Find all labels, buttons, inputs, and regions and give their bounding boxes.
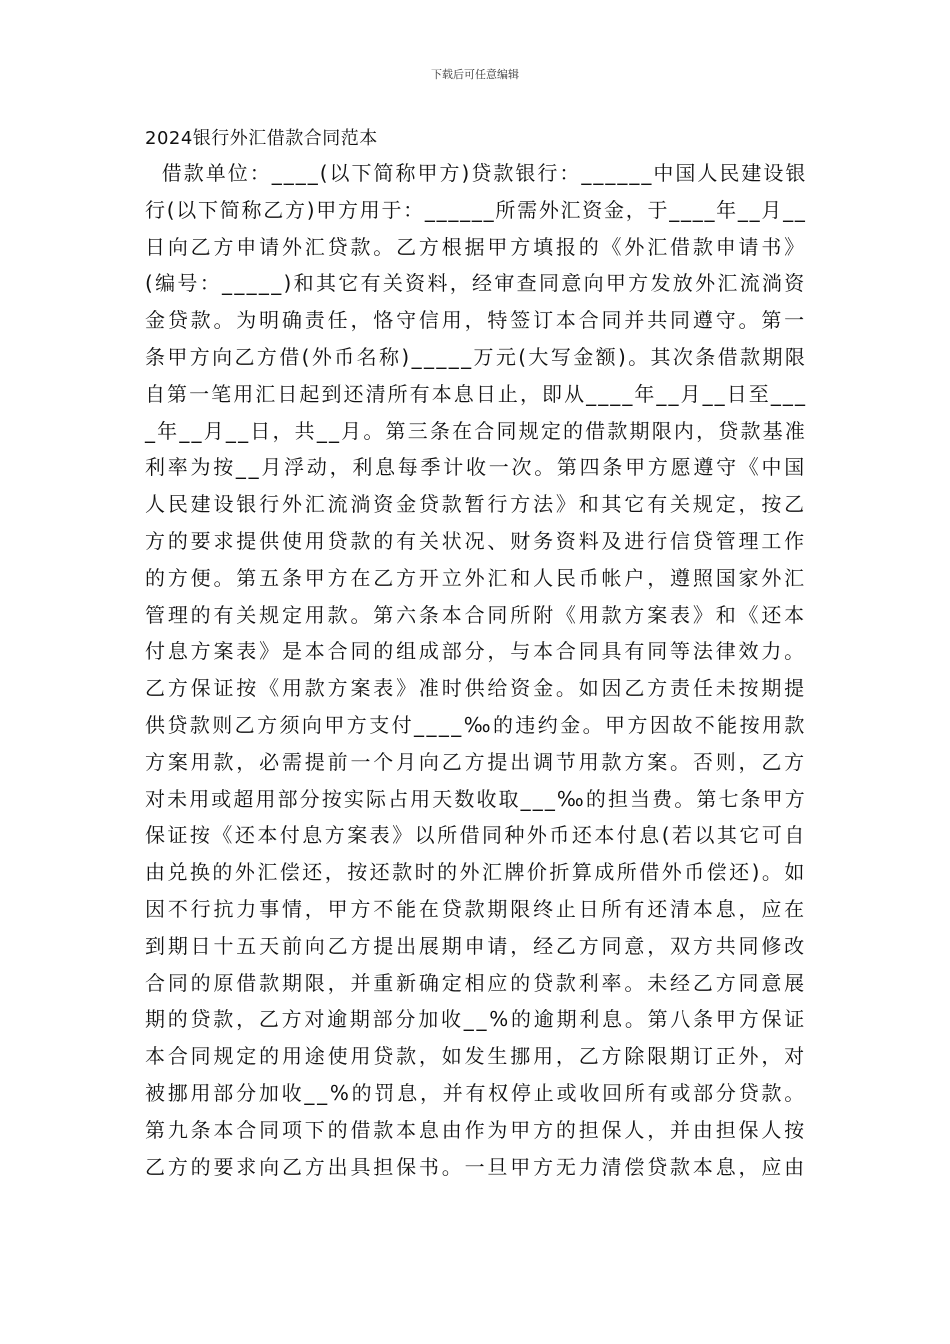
body-line: _年__月__日，共__月。第三条在合同规定的借款期限内，贷款基准 (145, 418, 807, 443)
body-line: 人民建设银行外汇流淌资金贷款暂行方法》和其它有关规定，按乙 (145, 492, 807, 517)
body-line: 行(以下简称乙方)甲方用于：______所需外汇资金，于____年__月__ (145, 197, 807, 222)
body-line: 金贷款。为明确责任，恪守信用，特签订本合同并共同遵守。第一 (145, 308, 807, 333)
body-line: 条甲方向乙方借(外币名称)_____万元(大写金额)。其次条借款期限 (145, 344, 808, 369)
body-line: 本合同规定的用途使用贷款，如发生挪用，乙方除限期订正外，对 (145, 1044, 807, 1069)
body-line: 合同的原借款期限，并重新确定相应的贷款利率。未经乙方同意展 (145, 970, 807, 995)
body-line: 自第一笔用汇日起到还清所有本息日止，即从____年__月__日至___ (145, 381, 807, 406)
header-note: 下载后可任意编辑 (431, 68, 519, 81)
body-line: 供贷款则乙方须向甲方支付____‰的违约金。甲方因故不能按用款 (145, 712, 807, 737)
body-line: 由兑换的外汇偿还，按还款时的外汇牌价折算成所借外币偿还)。如 (145, 860, 807, 885)
body-line: 到期日十五天前向乙方提出展期申请，经乙方同意，双方共同修改 (145, 933, 807, 958)
body-line: 管理的有关规定用款。第六条本合同所附《用款方案表》和《还本 (145, 602, 807, 627)
body-line: 乙方保证按《用款方案表》准时供给资金。如因乙方责任未按期提 (145, 676, 807, 701)
body-line: 日向乙方申请外汇贷款。乙方根据甲方填报的《外汇借款申请书》 (145, 234, 807, 259)
body-line: 付息方案表》是本合同的组成部分，与本合同具有同等法律效力。 (145, 639, 807, 664)
body-line: 方的要求提供使用贷款的有关状况、财务资料及进行信贷管理工作 (145, 528, 807, 553)
document-body (145, 155, 807, 1185)
document-title: 2024银行外汇借款合同范本 (145, 128, 378, 149)
body-line: 的方便。第五条甲方在乙方开立外汇和人民币帐户，遵照国家外汇 (145, 565, 807, 590)
body-line: 对未用或超用部分按实际占用天数收取___‰的担当费。第七条甲方 (145, 786, 807, 811)
body-line: 因不行抗力事情，甲方不能在贷款期限终止日所有还清本息，应在 (145, 896, 807, 921)
body-line: 第九条本合同项下的借款本息由作为甲方的担保人，并由担保人按 (145, 1117, 807, 1142)
body-line: 被挪用部分加收__%的罚息，并有权停止或收回所有或部分贷款。 (145, 1080, 808, 1105)
body-line: 乙方的要求向乙方出具担保书。一旦甲方无力清偿贷款本息，应由 (145, 1154, 807, 1179)
body-line: 借款单位：____(以下简称甲方)贷款银行：______中国人民建设银 (145, 161, 808, 185)
body-line: (编号：_____)和其它有关资料，经审查同意向甲方发放外汇流淌资 (145, 271, 807, 296)
body-line: 方案用款，必需提前一个月向乙方提出调节用款方案。否则，乙方 (145, 749, 807, 774)
body-line: 保证按《还本付息方案表》以所借同种外币还本付息(若以其它可自 (145, 823, 807, 848)
body-line: 利率为按__月浮动，利息每季计收一次。第四条甲方愿遵守《中国 (145, 455, 807, 480)
body-line: 期的贷款，乙方对逾期部分加收__%的逾期利息。第八条甲方保证 (145, 1007, 808, 1032)
